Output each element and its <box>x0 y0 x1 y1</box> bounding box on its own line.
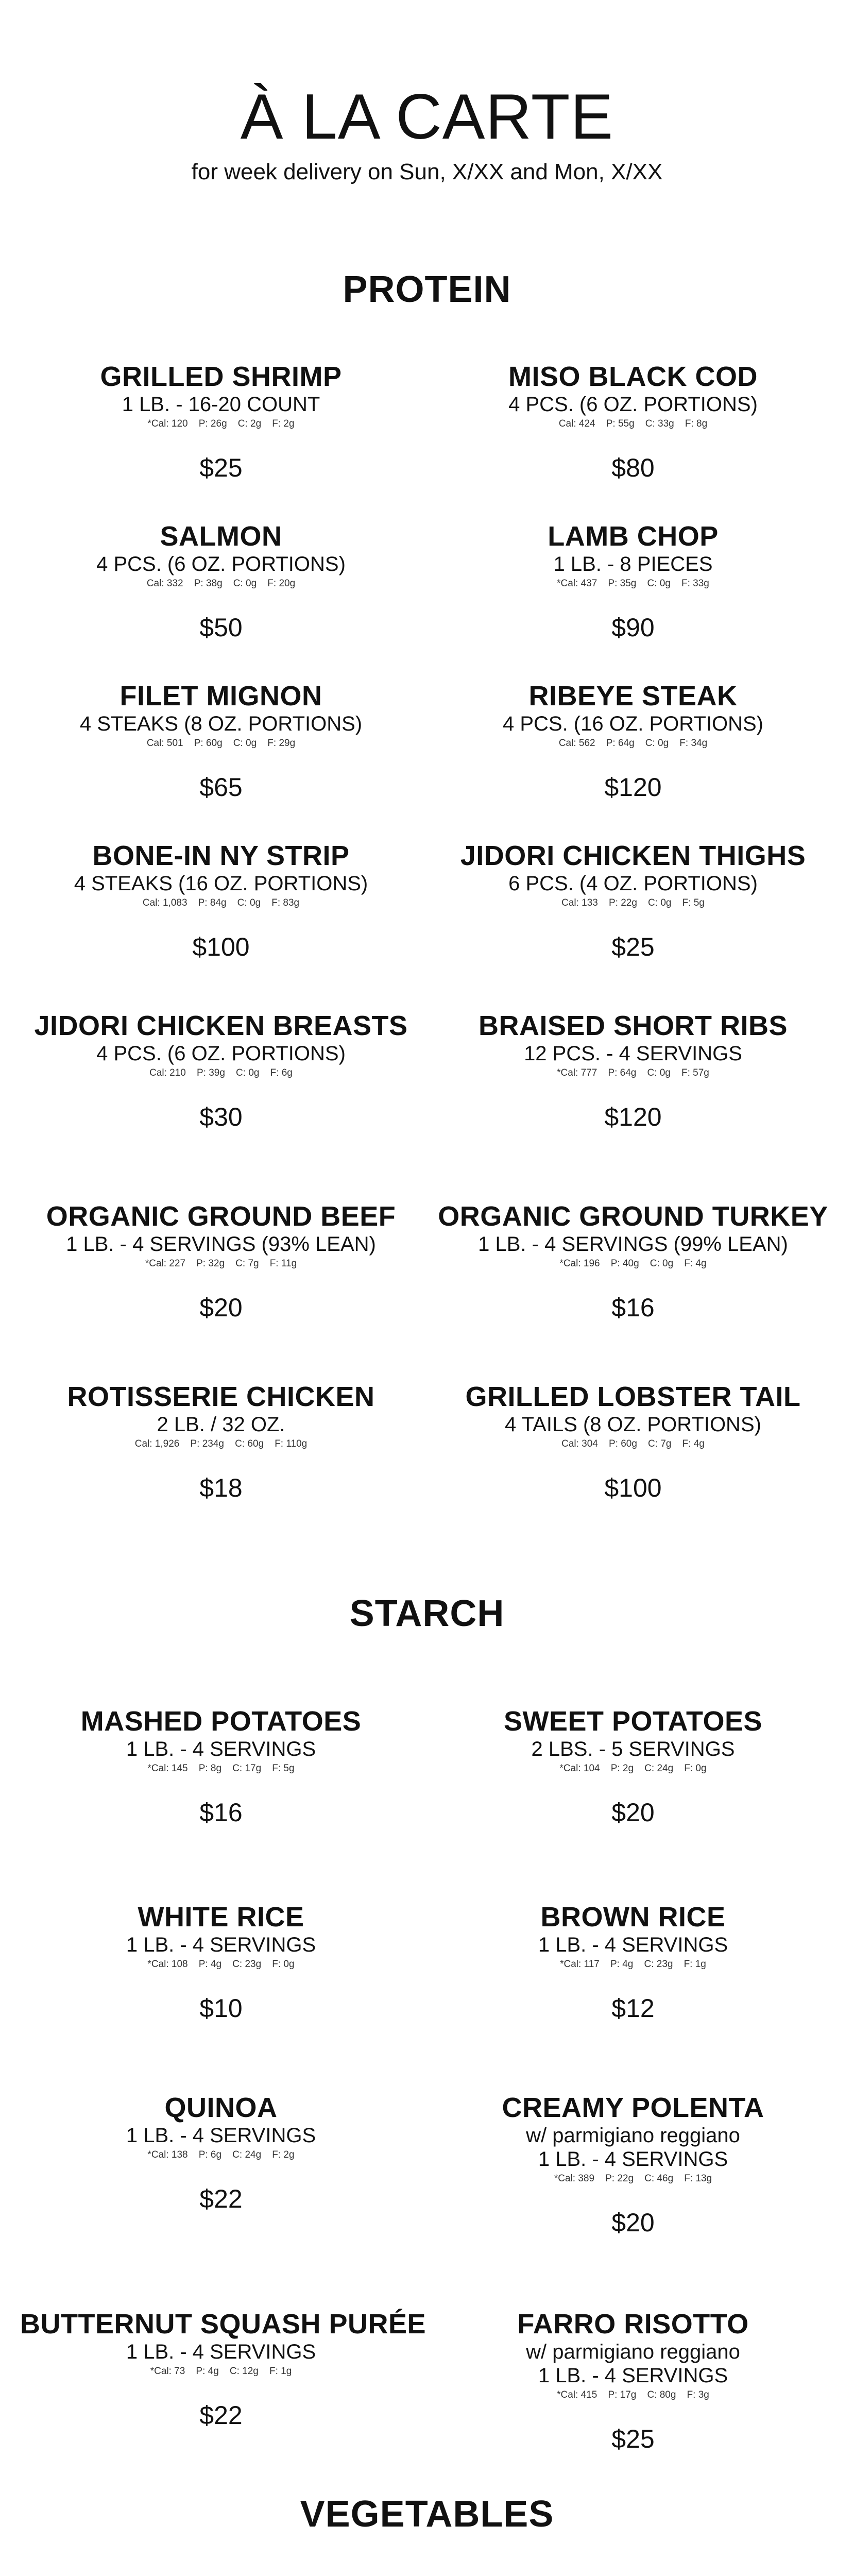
item-price: $20 <box>611 2208 655 2237</box>
menu-item <box>432 840 834 962</box>
menu-item <box>20 680 422 803</box>
page-subtitle: for week delivery on Sun, X/XX and Mon, X/XX <box>191 159 663 184</box>
item-name: BRAISED SHORT RIBS <box>478 1010 788 1041</box>
item-price: $22 <box>199 2184 243 2213</box>
menu-item <box>432 1705 834 1828</box>
item-macros: *Cal: 145 P: 8g C: 17g F: 5g <box>147 1763 295 1774</box>
item-price: $80 <box>611 453 655 482</box>
menu-item <box>20 840 422 962</box>
item-detail: 4 PCS. (6 OZ. PORTIONS) <box>96 1042 346 1065</box>
item-macros: *Cal: 108 P: 4g C: 23g F: 0g <box>147 1959 295 1970</box>
menu-item <box>432 1010 834 1132</box>
item-name: QUINOA <box>164 2092 278 2123</box>
item-detail: 1 LB. - 4 SERVINGS <box>126 1934 316 1956</box>
item-name: ORGANIC GROUND BEEF <box>46 1201 396 1232</box>
menu-item <box>432 1200 834 1323</box>
item-macros: *Cal: 117 P: 4g C: 23g F: 1g <box>560 1959 706 1970</box>
item-macros: *Cal: 138 P: 6g C: 24g F: 2g <box>147 2149 295 2160</box>
item-macros: Cal: 210 P: 39g C: 0g F: 6g <box>149 1067 293 1078</box>
menu-item <box>432 2308 834 2454</box>
menu-item <box>432 2092 834 2238</box>
item-name: FARRO RISOTTO <box>517 2309 749 2340</box>
item-detail: 6 PCS. (4 OZ. PORTIONS) <box>508 872 758 895</box>
menu-item <box>20 520 422 643</box>
item-name: ORGANIC GROUND TURKEY <box>438 1201 828 1232</box>
item-price: $20 <box>199 1293 243 1322</box>
item-detail: 1 LB. - 8 PIECES <box>553 553 713 575</box>
item-name: BUTTERNUT SQUASH PURÉE <box>20 2309 426 2340</box>
item-price: $120 <box>604 773 662 802</box>
item-name: JIDORI CHICKEN THIGHS <box>460 840 806 871</box>
menu-item <box>20 1381 422 1503</box>
item-detail: w/ parmigiano reggiano <box>526 2124 740 2147</box>
item-price: $25 <box>611 2425 655 2453</box>
item-price: $22 <box>199 2401 243 2430</box>
item-detail: 4 PCS. (16 OZ. PORTIONS) <box>502 713 764 735</box>
item-detail: 4 STEAKS (16 OZ. PORTIONS) <box>74 872 368 895</box>
item-macros: *Cal: 73 P: 4g C: 12g F: 1g <box>150 2366 292 2377</box>
item-name: GRILLED SHRIMP <box>100 361 342 392</box>
item-name: MISO BLACK COD <box>508 361 758 392</box>
menu-item <box>432 520 834 643</box>
item-macros: *Cal: 104 P: 2g C: 24g F: 0g <box>559 1763 707 1774</box>
item-macros: Cal: 332 P: 38g C: 0g F: 20g <box>146 578 296 589</box>
item-macros: Cal: 1,083 P: 84g C: 0g F: 83g <box>142 897 300 908</box>
item-macros: Cal: 304 P: 60g C: 7g F: 4g <box>561 1438 705 1449</box>
item-detail: 1 LB. - 4 SERVINGS <box>538 1934 728 1956</box>
item-price: $100 <box>192 933 250 961</box>
item-detail: 4 TAILS (8 OZ. PORTIONS) <box>505 1413 761 1436</box>
menu-item <box>20 1705 422 1828</box>
item-detail: 1 LB. - 4 SERVINGS (93% LEAN) <box>66 1233 376 1256</box>
menu-item <box>432 1381 834 1503</box>
item-name: FILET MIGNON <box>119 681 322 711</box>
item-detail: 1 LB. - 4 SERVINGS <box>126 2124 316 2147</box>
item-price: $100 <box>604 1473 662 1502</box>
item-price: $16 <box>199 1798 243 1827</box>
menu-item <box>20 1010 422 1132</box>
menu-item <box>20 1901 422 2024</box>
item-price: $12 <box>611 1994 655 2023</box>
item-macros: Cal: 133 P: 22g C: 0g F: 5g <box>561 897 705 908</box>
item-price: $18 <box>199 1473 243 1502</box>
item-detail: 4 STEAKS (8 OZ. PORTIONS) <box>79 713 363 735</box>
item-macros: Cal: 424 P: 55g C: 33g F: 8g <box>558 418 708 429</box>
item-macros: *Cal: 415 P: 17g C: 80g F: 3g <box>557 2389 709 2400</box>
item-macros: Cal: 1,926 P: 234g C: 60g F: 110g <box>134 1438 308 1449</box>
item-detail: 4 PCS. (6 OZ. PORTIONS) <box>96 553 346 575</box>
item-detail: 1 LB. - 16-20 COUNT <box>122 393 320 416</box>
item-name: SWEET POTATOES <box>503 1706 763 1737</box>
item-detail: 2 LBS. - 5 SERVINGS <box>531 1738 735 1760</box>
item-macros: *Cal: 437 P: 35g C: 0g F: 33g <box>557 578 709 589</box>
item-detail: 1 LB. - 4 SERVINGS (99% LEAN) <box>478 1233 788 1256</box>
item-name: BROWN RICE <box>540 1902 726 1933</box>
item-detail: 1 LB. - 4 SERVINGS <box>126 1738 316 1760</box>
item-name: BONE-IN NY STRIP <box>92 840 350 871</box>
page-title: À LA CARTE <box>240 81 614 152</box>
section-heading-vegetables: VEGETABLES <box>300 2494 554 2535</box>
item-detail: w/ parmigiano reggiano <box>526 2341 740 2363</box>
item-price: $50 <box>199 613 243 642</box>
item-macros: *Cal: 777 P: 64g C: 0g F: 57g <box>557 1067 709 1078</box>
menu-item <box>20 2092 422 2214</box>
menu-item <box>432 1901 834 2024</box>
item-price: $30 <box>199 1103 243 1131</box>
item-price: $25 <box>199 453 243 482</box>
item-name: JIDORI CHICKEN BREASTS <box>34 1010 408 1041</box>
item-macros: *Cal: 196 P: 40g C: 0g F: 4g <box>559 1258 707 1269</box>
item-detail: 4 PCS. (6 OZ. PORTIONS) <box>508 393 758 416</box>
item-macros: *Cal: 120 P: 26g C: 2g F: 2g <box>147 418 295 429</box>
item-name: CREAMY POLENTA <box>502 2092 764 2123</box>
menu-item <box>432 680 834 803</box>
item-detail: 1 LB. - 4 SERVINGS <box>538 2148 728 2171</box>
item-price: $120 <box>604 1103 662 1131</box>
item-detail: 1 LB. - 4 SERVINGS <box>126 2341 316 2363</box>
item-price: $20 <box>611 1798 655 1827</box>
item-name: WHITE RICE <box>138 1902 304 1933</box>
menu-item <box>20 361 422 483</box>
item-price: $65 <box>199 773 243 802</box>
item-name: GRILLED LOBSTER TAIL <box>465 1381 801 1412</box>
item-price: $25 <box>611 933 655 961</box>
item-name: LAMB CHOP <box>548 521 719 552</box>
item-name: MASHED POTATOES <box>80 1706 362 1737</box>
section-heading-protein: PROTEIN <box>343 269 511 310</box>
item-detail: 12 PCS. - 4 SERVINGS <box>524 1042 742 1065</box>
item-price: $90 <box>611 613 655 642</box>
item-macros: Cal: 501 P: 60g C: 0g F: 29g <box>146 738 296 749</box>
item-detail: 2 LB. / 32 OZ. <box>157 1413 285 1436</box>
menu-item <box>20 1200 422 1323</box>
item-price: $10 <box>199 1994 243 2023</box>
item-name: ROTISSERIE CHICKEN <box>67 1381 375 1412</box>
item-detail: 1 LB. - 4 SERVINGS <box>538 2364 728 2387</box>
item-name: SALMON <box>160 521 282 552</box>
item-macros: *Cal: 227 P: 32g C: 7g F: 11g <box>145 1258 297 1269</box>
item-macros: Cal: 562 P: 64g C: 0g F: 34g <box>558 738 708 749</box>
item-price: $16 <box>611 1293 655 1322</box>
item-name: RIBEYE STEAK <box>528 681 738 711</box>
menu-item <box>432 361 834 483</box>
section-heading-starch: STARCH <box>349 1593 505 1634</box>
item-macros: *Cal: 389 P: 22g C: 46g F: 13g <box>554 2173 712 2184</box>
menu-item <box>20 2308 426 2431</box>
